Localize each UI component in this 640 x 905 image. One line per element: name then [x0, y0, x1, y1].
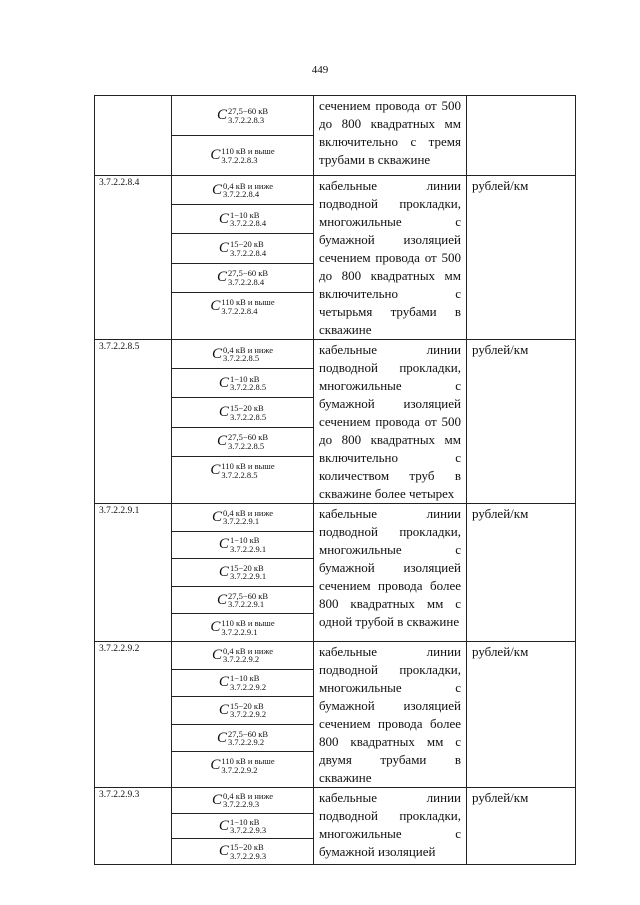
symbol-letter: C: [218, 374, 229, 391]
symbol-cell: [172, 814, 313, 840]
symbol-cell: [172, 136, 313, 175]
symbol-cell: [172, 788, 313, 814]
symbol-index: 3.7.2.2.9.2: [229, 681, 267, 692]
voltage-class: 27,5−60 кВ: [227, 432, 269, 443]
symbol-cell: [172, 839, 313, 864]
rate-symbol: [219, 702, 266, 719]
page-number: 449: [311, 64, 329, 76]
symbol-cell: [172, 587, 313, 615]
symbol-letter: C: [212, 646, 223, 663]
row-description: кабельные линии подводной прокладки, многожильные с бумажной изоляцией: [319, 790, 461, 859]
symbol-cell: [172, 559, 313, 587]
row-description: кабельные линии подводной прокладки, многожильные с бумажной изоляцией сечением провода более 800 квадратных мм с двумя трубами в скважине: [319, 644, 461, 785]
symbol-letter: C: [218, 817, 229, 834]
voltage-class: 15−20 кВ: [229, 842, 264, 853]
row-description-cell: [314, 788, 467, 865]
symbol-letter: C: [218, 404, 229, 420]
rate-symbol: [210, 462, 274, 479]
row-description-cell: [314, 504, 467, 642]
voltage-class: 27,5−60 кВ: [227, 268, 269, 279]
symbol-letter: C: [212, 181, 223, 198]
voltage-class: 110 кВ и выше: [221, 297, 275, 308]
voltage-class: 0,4 кВ и ниже: [223, 180, 273, 191]
rate-symbol: [219, 536, 266, 553]
voltage-class: 1−10 кВ: [229, 673, 260, 684]
symbol-index: 3.7.2.2.9.2: [221, 764, 258, 775]
symbol-list: [172, 788, 314, 865]
rate-symbol: [219, 843, 266, 860]
row-description: кабельные линии подводной прокладки, многожильные с бумажной изоляцией сечением провода от 500 до 800 квадратных мм включительно с количеством труб в скважине более четырех: [319, 342, 461, 501]
symbol-index: 3.7.2.2.9.3: [229, 825, 267, 835]
symbol-cell: [172, 697, 313, 725]
voltage-class: 0,4 кВ и ниже: [223, 790, 273, 801]
voltage-class: 27,5−60 кВ: [227, 106, 269, 116]
symbol-index: 3.7.2.2.8.4: [227, 276, 265, 287]
row-code: 3.7.2.2.9.1: [95, 504, 172, 642]
voltage-class: 1−10 кВ: [229, 535, 260, 546]
row-description-cell: [314, 176, 467, 340]
row-description-cell: [314, 642, 467, 788]
symbol-cell: [172, 264, 313, 293]
row-unit: рублей/км: [467, 788, 576, 865]
symbol-cell: [172, 614, 313, 641]
row-unit: рублей/км: [467, 340, 576, 504]
rate-symbol: [217, 269, 268, 286]
rate-symbol: [210, 147, 274, 164]
rate-symbol: [217, 730, 268, 747]
symbol-cell: [172, 725, 313, 753]
row-description: кабельные линии подводной прокладки, многожильные с бумажной изоляцией сечением провода от 500 до 800 квадратных мм включительно с четырьмя трубами в скважине: [319, 178, 461, 337]
symbol-letter: C: [216, 729, 227, 746]
rate-symbol: [210, 298, 274, 315]
voltage-class: 27,5−60 кВ: [227, 728, 269, 739]
rate-symbol: [212, 792, 273, 809]
row-description-cell: [314, 340, 467, 504]
rate-symbol: [219, 240, 266, 257]
rate-symbol: [210, 757, 274, 774]
symbol-index: 3.7.2.2.8.4: [221, 305, 258, 316]
table-row: [95, 788, 576, 865]
rate-symbol: [210, 619, 274, 636]
table-row: [95, 176, 576, 340]
symbol-index: 3.7.2.2.8.5: [223, 353, 260, 364]
symbol-letter: C: [216, 107, 227, 123]
symbol-letter: C: [210, 147, 221, 163]
symbol-letter: C: [218, 210, 229, 227]
voltage-class: 1−10 кВ: [229, 209, 260, 220]
row-code: [95, 96, 172, 176]
row-code: 3.7.2.2.8.5: [95, 340, 172, 504]
symbol-cell: [172, 234, 313, 263]
symbol-list: [172, 642, 314, 788]
symbol-letter: C: [216, 269, 227, 286]
symbol-cell: [172, 96, 313, 136]
rate-symbol: [219, 375, 266, 392]
voltage-class: 1−10 кВ: [229, 816, 260, 827]
table-row: [95, 340, 576, 504]
symbol-letter: C: [210, 298, 221, 315]
symbol-index: 3.7.2.2.9.2: [229, 709, 267, 720]
symbol-cell: [172, 176, 313, 205]
symbol-letter: C: [210, 757, 221, 774]
symbol-index: 3.7.2.2.8.5: [221, 469, 258, 480]
voltage-class: 15−20 кВ: [229, 562, 264, 573]
symbol-index: 3.7.2.2.9.3: [223, 799, 260, 810]
symbol-index: 3.7.2.2.9.2: [227, 737, 265, 748]
symbol-index: 3.7.2.2.8.4: [229, 247, 267, 258]
voltage-class: 110 кВ и выше: [221, 461, 275, 472]
symbol-letter: C: [218, 843, 229, 860]
symbol-list: [172, 340, 314, 504]
symbol-letter: C: [216, 591, 227, 608]
symbol-list: [172, 176, 314, 340]
symbol-cell: [172, 293, 313, 321]
symbol-index: 3.7.2.2.9.1: [229, 543, 267, 554]
row-unit: рублей/км: [467, 642, 576, 788]
symbol-index: 3.7.2.2.8.5: [229, 411, 267, 422]
row-unit: рублей/км: [467, 504, 576, 642]
symbol-index: 3.7.2.2.9.1: [227, 599, 265, 610]
symbol-cell: [172, 398, 313, 427]
symbol-list: [172, 96, 314, 176]
symbol-letter: C: [218, 536, 229, 553]
row-unit: рублей/км: [467, 176, 576, 340]
symbol-cell: [172, 504, 313, 532]
symbol-index: 3.7.2.2.8.3: [227, 114, 265, 125]
table-body: [95, 96, 576, 865]
symbol-letter: C: [212, 508, 223, 525]
table-row: [95, 96, 576, 176]
symbol-letter: C: [218, 701, 229, 718]
rate-symbol: [212, 182, 273, 199]
symbol-letter: C: [218, 563, 229, 580]
symbol-index: 3.7.2.2.8.5: [229, 382, 267, 393]
symbol-index: 3.7.2.2.8.4: [229, 218, 267, 229]
voltage-class: 110 кВ и выше: [221, 756, 275, 767]
symbol-index: 3.7.2.2.8.4: [223, 189, 260, 200]
symbol-cell: [172, 369, 313, 398]
voltage-class: 1−10 кВ: [229, 373, 260, 384]
voltage-class: 15−20 кВ: [229, 403, 264, 413]
voltage-class: 27,5−60 кВ: [227, 590, 269, 601]
rate-symbol: [217, 592, 268, 609]
row-description: сечением провода от 500 до 800 квадратных мм включительно с тремя трубами в скважине: [319, 98, 461, 167]
rate-symbol: [219, 211, 266, 228]
voltage-class: 15−20 кВ: [229, 700, 264, 711]
symbol-cell: [172, 428, 313, 457]
rate-symbol: [212, 346, 273, 363]
row-unit: [467, 96, 576, 176]
symbol-cell: [172, 670, 313, 698]
symbol-letter: C: [212, 345, 223, 362]
symbol-index: 3.7.2.2.9.1: [223, 516, 260, 527]
voltage-class: 0,4 кВ и ниже: [223, 344, 273, 355]
rate-symbol: [219, 564, 266, 581]
symbol-letter: C: [212, 791, 223, 808]
rate-symbol: [219, 818, 266, 835]
symbol-list: [172, 504, 314, 642]
rate-symbol: [212, 509, 273, 526]
rates-table: [94, 95, 576, 865]
symbol-index: 3.7.2.2.8.5: [227, 440, 265, 451]
symbol-cell: [172, 642, 313, 670]
rate-symbol: [219, 404, 266, 421]
symbol-index: 3.7.2.2.9.1: [221, 626, 258, 637]
rate-symbol: [219, 674, 266, 691]
symbol-index: 3.7.2.2.8.3: [221, 154, 258, 165]
row-description: кабельные линии подводной прокладки, многожильные с бумажной изоляцией сечением провода более 800 квадратных мм с одной трубой в скважине: [319, 506, 461, 629]
rate-symbol: [217, 107, 268, 124]
symbol-cell: [172, 532, 313, 560]
symbol-cell: [172, 205, 313, 234]
symbol-index: 3.7.2.2.9.3: [229, 850, 267, 861]
voltage-class: 110 кВ и выше: [221, 146, 275, 156]
voltage-class: 15−20 кВ: [229, 239, 264, 249]
row-code: 3.7.2.2.9.3: [95, 788, 172, 865]
symbol-cell: [172, 752, 313, 779]
row-description-cell: [314, 96, 467, 176]
symbol-index: 3.7.2.2.9.1: [229, 571, 267, 582]
row-code: 3.7.2.2.8.4: [95, 176, 172, 340]
voltage-class: 0,4 кВ и ниже: [223, 507, 273, 518]
symbol-letter: C: [210, 619, 221, 636]
rate-symbol: [212, 647, 273, 664]
symbol-letter: C: [218, 674, 229, 691]
symbol-letter: C: [218, 240, 229, 256]
symbol-letter: C: [216, 433, 227, 450]
symbol-cell: [172, 457, 313, 485]
voltage-class: 0,4 кВ и ниже: [223, 645, 273, 656]
voltage-class: 110 кВ и выше: [221, 618, 275, 629]
symbol-cell: [172, 340, 313, 369]
symbol-letter: C: [210, 462, 221, 479]
table-row: [95, 504, 576, 642]
rate-symbol: [217, 433, 268, 450]
row-code: 3.7.2.2.9.2: [95, 642, 172, 788]
symbol-index: 3.7.2.2.9.2: [223, 654, 260, 665]
table-row: [95, 642, 576, 788]
